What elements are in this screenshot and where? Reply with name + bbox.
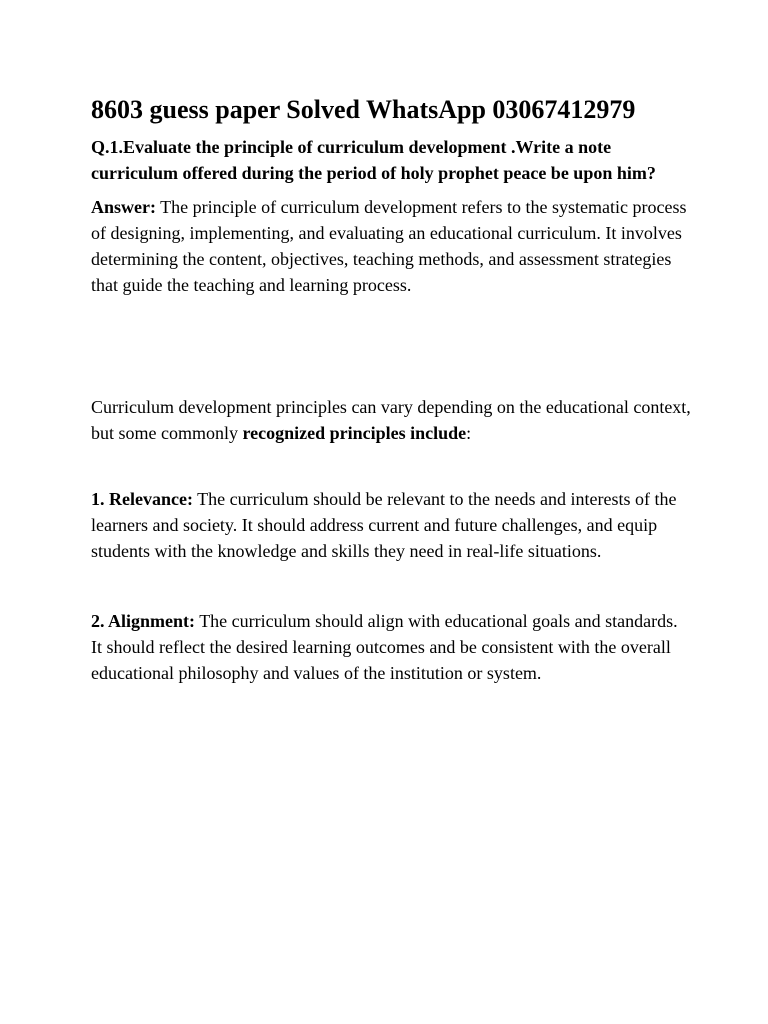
principle-label: 1. Relevance: bbox=[91, 489, 193, 509]
principle-alignment bbox=[91, 608, 691, 686]
principle-text: The curriculum should be relevant to the needs and interests of the learners and society. It should address current and future challenges, and equip students with the knowledge and skills they need in real-life situations. bbox=[91, 489, 677, 561]
answer-label: Answer: bbox=[91, 197, 156, 217]
question-heading: Q.1.Evaluate the principle of curriculum development .Write a note curriculum offered during the period of holy prophet peace be upon him? bbox=[91, 137, 656, 183]
principle-relevance bbox=[91, 486, 691, 564]
principle-label: 2. Alignment: bbox=[91, 611, 196, 631]
document-page bbox=[91, 92, 691, 686]
spacer bbox=[91, 298, 691, 394]
page-title: 8603 guess paper Solved WhatsApp 03067412979 bbox=[91, 95, 636, 124]
answer-text: The principle of curriculum development refers to the systematic process of designing, implementing, and evaluating an educational curriculum. It involves determining the content, objectives, teaching methods, and assessment strategies that guide the teaching and learning process. bbox=[91, 197, 687, 295]
principle-text: The curriculum should align with educational goals and standards. It should reflect the desired learning outcomes and be consistent with the overall educational philosophy and values of the institution or system. bbox=[91, 611, 678, 683]
spacer bbox=[91, 564, 691, 608]
intro-paragraph bbox=[91, 394, 691, 446]
answer-paragraph bbox=[91, 194, 691, 298]
spacer bbox=[91, 446, 691, 486]
intro-tail: : bbox=[466, 423, 472, 443]
intro-text: Curriculum development principles can vary depending on the educational context, but some commonly bbox=[91, 397, 691, 443]
intro-bold-text: recognized principles include bbox=[242, 423, 467, 443]
